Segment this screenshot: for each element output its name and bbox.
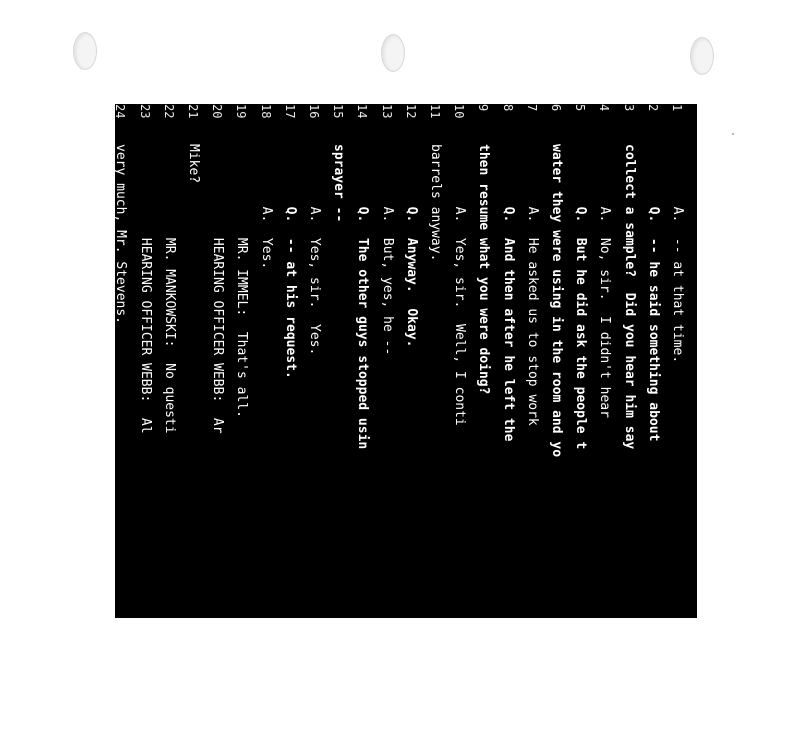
line-number: 19 bbox=[234, 104, 249, 119]
line-number: 7 bbox=[524, 104, 539, 112]
line-number: 23 bbox=[137, 104, 152, 119]
transcript-line bbox=[181, 104, 205, 744]
line-number: 1 bbox=[670, 104, 684, 112]
line-number: 9 bbox=[476, 104, 491, 112]
line-number: 2 bbox=[645, 104, 660, 112]
transcript-lines bbox=[115, 104, 697, 618]
transcript-line bbox=[350, 104, 374, 744]
line-text: Q. But he did ask the people t bbox=[573, 144, 589, 450]
line-text: Q. -- at his request. bbox=[282, 144, 298, 379]
line-number: 16 bbox=[307, 104, 321, 119]
line-text: very much, Mr. Stevens. bbox=[113, 144, 129, 325]
line-number: 17 bbox=[282, 104, 297, 119]
line-text: A. Yes. bbox=[258, 144, 274, 270]
line-text: Q. Anyway. Okay. bbox=[403, 144, 419, 348]
line-number: 18 bbox=[258, 104, 273, 119]
transcript-line bbox=[665, 104, 689, 744]
line-number: 14 bbox=[355, 104, 370, 119]
transcript-line bbox=[399, 104, 423, 744]
line-text: then resume what you were doing? bbox=[476, 144, 492, 395]
line-text: MR. IMMEL: That's all. bbox=[234, 144, 250, 418]
transcript-line bbox=[205, 104, 229, 744]
transcript-line bbox=[568, 104, 592, 744]
transcript-line bbox=[253, 104, 277, 744]
transcript-page bbox=[115, 104, 697, 618]
line-number: 15 bbox=[331, 104, 346, 119]
line-number: 11 bbox=[428, 104, 442, 119]
line-text: A. Yes, sir. Yes. bbox=[307, 144, 322, 356]
line-text: sprayer -- bbox=[331, 144, 347, 223]
transcript-line bbox=[132, 104, 156, 744]
line-number: 5 bbox=[573, 104, 588, 112]
line-number: 4 bbox=[597, 104, 612, 112]
transcript-line bbox=[278, 104, 302, 744]
line-text: MR. MANKOWSKI: No questi bbox=[161, 144, 177, 434]
line-number: 3 bbox=[621, 104, 636, 112]
line-text: water they were using in the room and yo bbox=[549, 144, 564, 458]
transcript-line bbox=[302, 104, 326, 744]
line-text: Q. -- he said something about bbox=[645, 144, 661, 442]
transcript-line bbox=[108, 104, 132, 744]
line-number: 12 bbox=[403, 104, 418, 119]
line-number: 8 bbox=[500, 104, 515, 112]
line-number: 6 bbox=[549, 104, 563, 112]
transcript-line bbox=[544, 104, 568, 744]
line-text: A. But, yes, he -- bbox=[379, 144, 395, 356]
line-number: 10 bbox=[452, 104, 467, 119]
line-text: Mike? bbox=[186, 144, 201, 184]
line-number: 13 bbox=[379, 104, 394, 119]
line-text: Q. And then after he left the bbox=[500, 144, 516, 442]
transcript-line bbox=[471, 104, 495, 744]
line-text: A. He asked us to stop work bbox=[524, 144, 540, 426]
transcript-line bbox=[495, 104, 519, 744]
line-text: HEARING OFFICER WEBB: Ar bbox=[210, 144, 226, 434]
transcript-line bbox=[326, 104, 350, 744]
line-text: collect a sample? Did you hear him say bbox=[621, 144, 637, 450]
binder-hole-right bbox=[690, 37, 714, 75]
transcript-line bbox=[592, 104, 616, 744]
line-number: 21 bbox=[186, 104, 200, 119]
line-text: A. No, sir. I didn't hear bbox=[597, 144, 613, 418]
line-text: Q. The other guys stopped usin bbox=[355, 144, 371, 450]
transcript-line bbox=[447, 104, 471, 744]
transcript-line bbox=[374, 104, 398, 744]
transcript-line bbox=[423, 104, 447, 744]
line-text: A. Yes, sir. Well, I conti bbox=[452, 144, 468, 426]
line-number: 22 bbox=[161, 104, 176, 119]
line-text: barrels anyway. bbox=[428, 144, 443, 262]
transcript-line bbox=[641, 104, 665, 744]
binder-hole-left bbox=[73, 32, 97, 70]
transcript-line bbox=[157, 104, 181, 744]
binder-hole-center bbox=[381, 34, 405, 72]
transcript-line bbox=[229, 104, 253, 744]
line-text: A. -- at that time. bbox=[670, 144, 685, 364]
transcript-line bbox=[520, 104, 544, 744]
transcript-line bbox=[616, 104, 640, 744]
line-text: HEARING OFFICER WEBB: Al bbox=[137, 144, 153, 434]
line-number: 24 bbox=[113, 104, 128, 119]
scan-speck bbox=[732, 133, 734, 135]
line-number: 20 bbox=[210, 104, 225, 119]
